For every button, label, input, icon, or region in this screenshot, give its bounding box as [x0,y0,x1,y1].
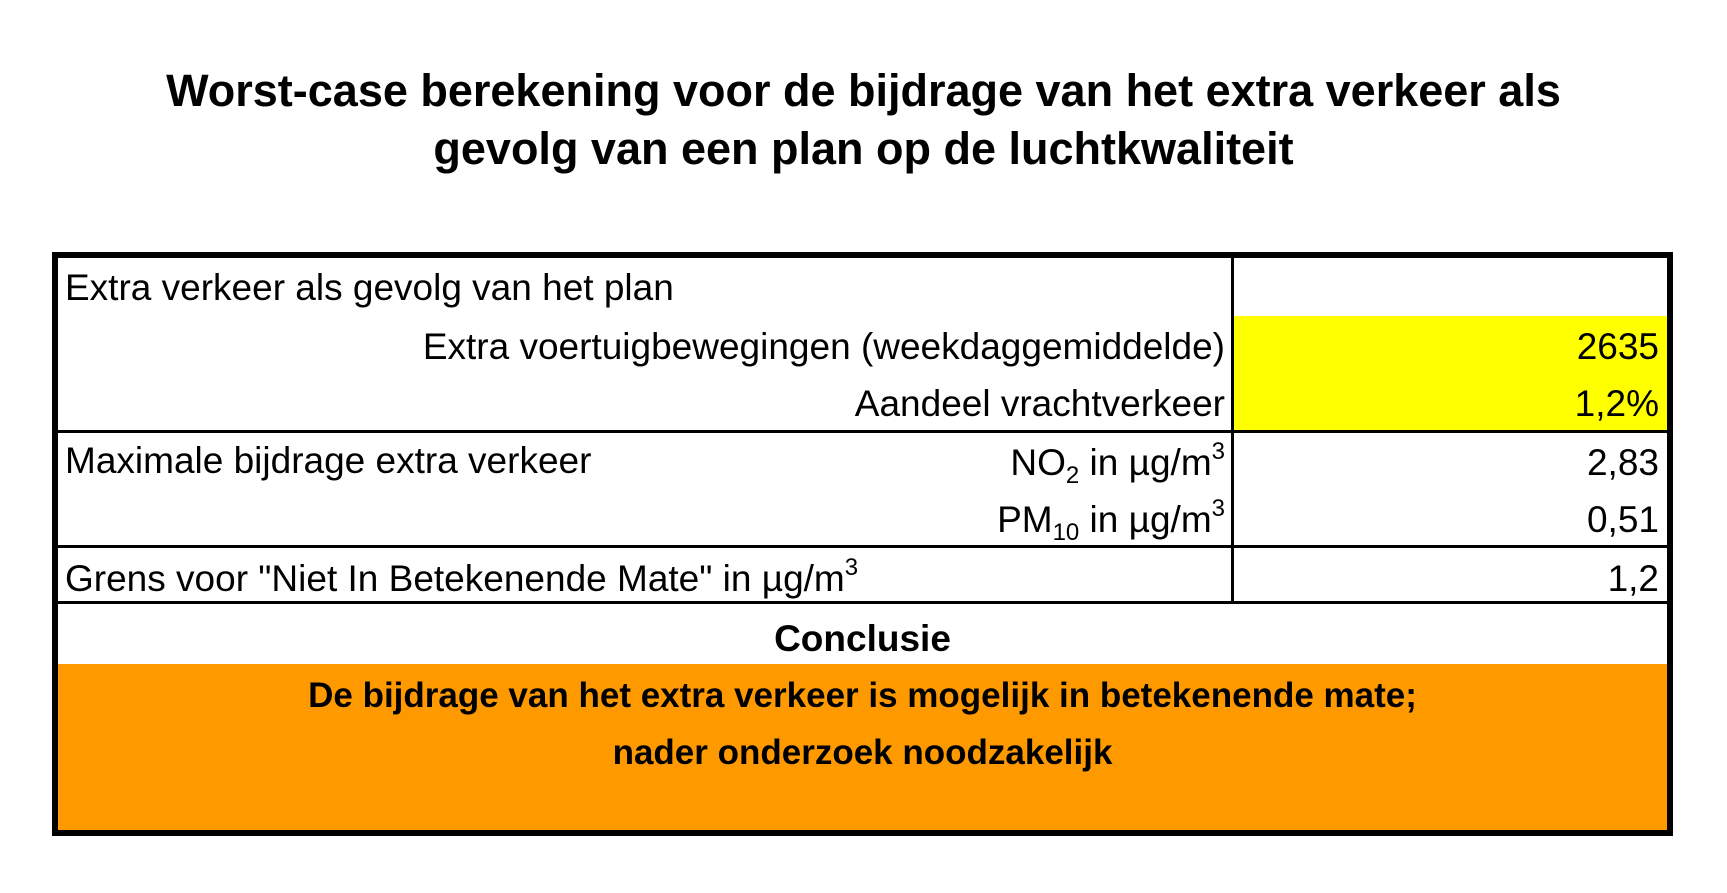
pm10-value: 0,51 [1586,499,1659,540]
grens-label [65,554,859,599]
no2-prefix: NO [1010,442,1066,483]
grens-value: 1,2 [1607,558,1659,599]
conclusie-heading: Conclusie [774,618,951,659]
pm10-unit: in µg/m [1079,499,1212,540]
conclusie-line-2: nader onderzoek noodzakelijk [612,733,1113,772]
pm10-prefix: PM [997,499,1053,540]
title-line-1: Worst-case berekening voor de bijdrage van het extra verkeer als [166,65,1561,116]
bijdrage-heading: Maximale bijdrage extra verkeer [65,440,592,481]
pm10-superscript: 3 [1211,495,1225,522]
row-divider [58,430,1667,433]
no2-value: 2,83 [1586,442,1659,483]
voertuigbewegingen-value[interactable]: 2635 [1576,326,1659,367]
title-line-2: gevolg van een plan op de luchtkwaliteit [433,123,1294,174]
no2-unit: in µg/m [1079,442,1212,483]
calculation-table [52,252,1673,836]
page-title [0,62,1727,178]
grens-superscript: 3 [844,554,859,581]
no2-label [1010,438,1225,489]
row-divider [58,545,1667,548]
conclusie-line-1: De bijdrage van het extra verkeer is mogelijk in betekenende mate; [308,676,1417,715]
vrachtverkeer-value[interactable]: 1,2% [1574,383,1659,424]
pm10-subscript: 10 [1052,519,1080,546]
no2-superscript: 3 [1211,438,1225,465]
row-divider [58,601,1667,604]
no2-subscript: 2 [1065,462,1080,489]
vrachtverkeer-label: Aandeel vrachtverkeer [854,383,1225,424]
grens-label-text: Grens voor "Niet In Betekenende Mate" in µg/m [65,558,845,599]
voertuigbewegingen-label: Extra voertuigbewegingen (weekdaggemiddelde) [422,326,1225,367]
pm10-label [997,495,1225,546]
extra-verkeer-heading: Extra verkeer als gevolg van het plan [65,267,674,308]
